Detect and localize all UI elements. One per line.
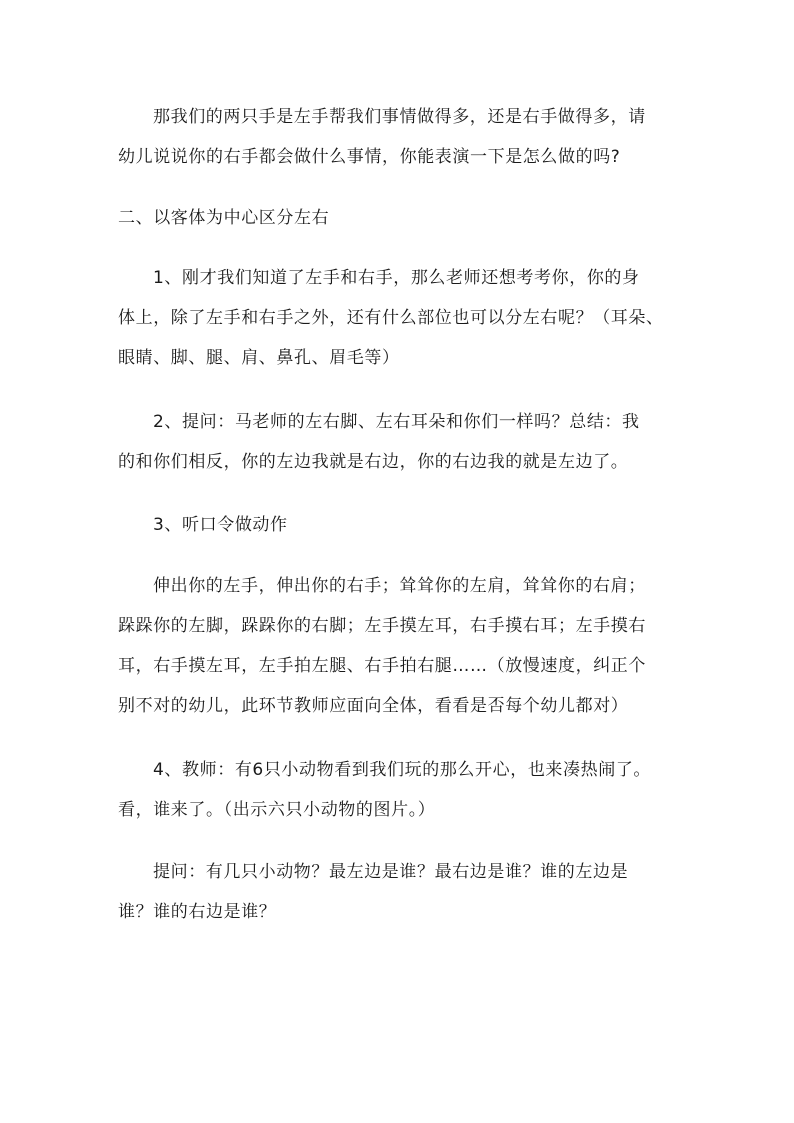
section-heading-text: 二、以客体为中心区分左右 [118,208,330,228]
paragraph-line: 的和你们相反，你的左边我就是右边，你的右边我的就是左边了。 [118,452,629,472]
paragraph-intro [118,97,674,177]
paragraph-question [118,852,674,932]
section-heading [118,198,674,238]
paragraph-line: 那我们的两只手是左手帮我们事情做得多，还是右手做得多，请 [153,107,646,127]
paragraph-line: 谁？谁的右边是谁？ [118,902,277,922]
paragraph-line: 提问：有几只小动物？最左边是谁？最右边是谁？谁的左边是 [153,862,629,882]
paragraph-line: 体上，除了左手和右手之外，还有什么部位也可以分左右呢？（耳朵、 [118,308,664,328]
paragraph-step-1 [118,258,674,378]
paragraph-line: 2、提问：马老师的左右脚、左右耳朵和你们一样吗？总结：我 [153,412,640,432]
paragraph-line: 跺跺你的左脚，跺跺你的右脚；左手摸左耳，右手摸右耳；左手摸右 [118,616,646,636]
paragraph-line: 幼儿说说你的右手都会做什么事情，你能表演一下是怎么做的吗? [118,147,621,167]
paragraph-line: 看，谁来了。（出示六只小动物的图片。） [118,800,436,820]
paragraph-step-3 [118,505,674,545]
paragraph-step-2 [118,402,674,482]
paragraph-line: 耳，右手摸左耳，左手拍左腿、右手拍右腿……（放慢速度，纠正个 [118,656,646,676]
paragraph-line: 3、听口令做动作 [153,515,288,535]
paragraph-line: 别不对的幼儿，此环节教师应面向全体，看看是否每个幼儿都对） [118,696,629,716]
paragraph-line: 4、教师：有6只小动物看到我们玩的那么开心，也来凑热闹了。 [153,760,652,780]
paragraph-commands [118,566,674,726]
paragraph-line: 1、刚才我们知道了左手和右手，那么老师还想考考你，你的身 [153,268,640,288]
paragraph-line: 眼睛、脚、腿、肩、鼻孔、眉毛等） [118,348,400,368]
paragraph-step-4 [118,750,674,830]
paragraph-line: 伸出你的左手，伸出你的右手；耸耸你的左肩，耸耸你的右肩； [153,576,646,596]
